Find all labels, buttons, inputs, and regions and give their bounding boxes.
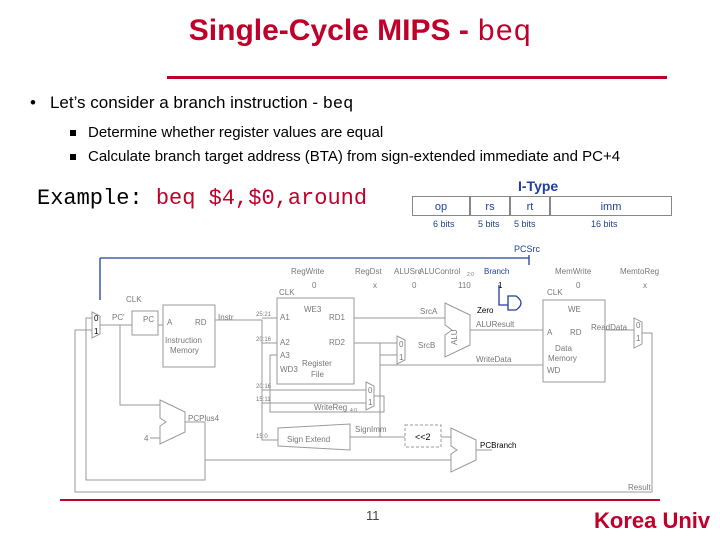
sub-bullet-text: Calculate branch target address (BTA) from sign-extended immediate and PC+4 [88,148,621,165]
imem-name-1: Instruction [165,336,202,345]
a3-label: A3 [280,351,290,360]
bits-15-11: 15:11 [256,397,271,403]
regdst-label: RegDst [355,267,382,276]
itype-bits-imm: 16 bits [591,219,618,229]
srca-label: SrcA [420,307,438,316]
pcsrc-to-pcmux-wire [100,258,529,300]
imem-a-label: A [167,318,173,327]
signimm-label: SignImm [355,425,387,434]
regwrite-label: RegWrite [291,267,325,276]
regwrite-value: 0 [312,281,317,290]
bits-20-16-b: 20:16 [256,384,272,390]
memtoreg-label: MemtoReg [620,267,660,276]
writedata-label: WriteData [476,355,512,364]
clk-label-regfile: CLK [279,288,295,297]
pcplus4-label: PCPlus4 [188,414,220,423]
pc-mux-1: 1 [94,327,99,336]
pc-label: PC [143,315,155,324]
footer-rule [60,499,660,501]
we3-label: WE3 [304,305,322,314]
itype-bits-rt: 5 bits [514,219,536,229]
aluresult-label: ALUResult [476,320,515,329]
result-label: Result [628,483,651,492]
branch-and-gate [508,296,521,310]
dmem-name-2: Memory [548,354,577,363]
memwrite-label: MemWrite [555,267,592,276]
bullet-main-mono: beq [322,95,354,114]
dmem-wd-label: WD [547,366,561,375]
itype-field-imm: imm [550,196,672,216]
example-code: beq $4,$0,around [155,186,368,211]
a1-label: A1 [280,313,290,322]
itype-field-rt: rt [510,196,550,216]
pcbranch-label: PCBranch [480,441,517,450]
dmem-a-label: A [547,328,553,337]
wd3-label: WD3 [280,365,298,374]
alucontrol-sub: 2:0 [467,272,474,278]
bits-25-21: 25:21 [256,312,272,318]
memtoreg-value: x [643,281,647,290]
regdst-value: x [373,281,377,290]
clk-label-dmem: CLK [547,288,563,297]
rd2-label: RD2 [329,338,346,347]
writereg-mux-0: 0 [368,386,373,395]
alusrc-value: 0 [412,281,417,290]
itype-bits-op: 6 bits [433,219,455,229]
readdata-label: ReadData [591,323,628,332]
writedata-wire [380,343,543,365]
alu-label: ALU [450,329,459,345]
regfile-name-2: File [311,370,324,379]
pc-prime-label: PC' [112,313,125,322]
imem-name-2: Memory [170,346,199,355]
pcsrc-label: PCSrc [514,244,541,254]
pc-mux-0: 0 [94,314,99,323]
itype-bits-rs: 5 bits [478,219,500,229]
slide-title-main: Single-Cycle MIPS - [188,14,478,47]
bits-15-0: 15:0 [256,434,268,440]
writereg-mux-1: 1 [368,398,373,407]
pcplus4-adder [160,400,185,444]
itype-field-rs: rs [470,196,510,216]
alucontrol-label: ALUControl [419,267,461,276]
srcb-label: SrcB [418,341,436,350]
result-mux-1: 1 [636,334,641,343]
imem-rd-label: RD [195,318,207,327]
adder-four-label: 4 [144,434,149,443]
writereg-label: WriteReg [314,403,348,412]
a2-label: A2 [280,338,290,347]
srcb-mux-0: 0 [399,340,404,349]
slide-title-mono: beq [477,16,532,50]
bullet-dot: • [30,93,36,112]
memwrite-value: 0 [576,281,581,290]
instr-label: Instr [218,313,234,322]
zero-label: Zero [477,306,494,315]
shift-left-label: <<2 [415,432,431,442]
dmem-we-label: WE [568,305,581,314]
alucontrol-value: 110 [458,281,471,290]
clk-label-pc: CLK [126,295,142,304]
alusrc-label: ALUSrc [394,267,422,276]
bits-20-16: 20:16 [256,337,272,343]
dmem-name-1: Data [555,344,572,353]
slide-number: 11 [366,508,380,523]
regfile-name-1: Register [302,359,332,368]
dmem-rd-label: RD [570,328,582,337]
branch-label: Branch [484,267,510,276]
itype-field-op: op [412,196,470,216]
example-label: Example: [37,186,156,211]
branch-value: 1 [498,281,503,290]
srcb-mux-1: 1 [399,353,404,362]
brand-label: Korea Univ [594,508,711,533]
bullet-main-text: Let’s consider a branch instruction - [49,93,323,112]
writereg-sub: 4:0 [350,408,357,414]
rd1-label: RD1 [329,313,346,322]
itype-title: I-Type [518,178,559,194]
result-mux-0: 0 [636,321,641,330]
pcbranch-adder [451,428,476,472]
sign-extend-label: Sign Extend [287,435,331,444]
sub-bullet-text: Determine whether register values are equal [88,124,384,141]
